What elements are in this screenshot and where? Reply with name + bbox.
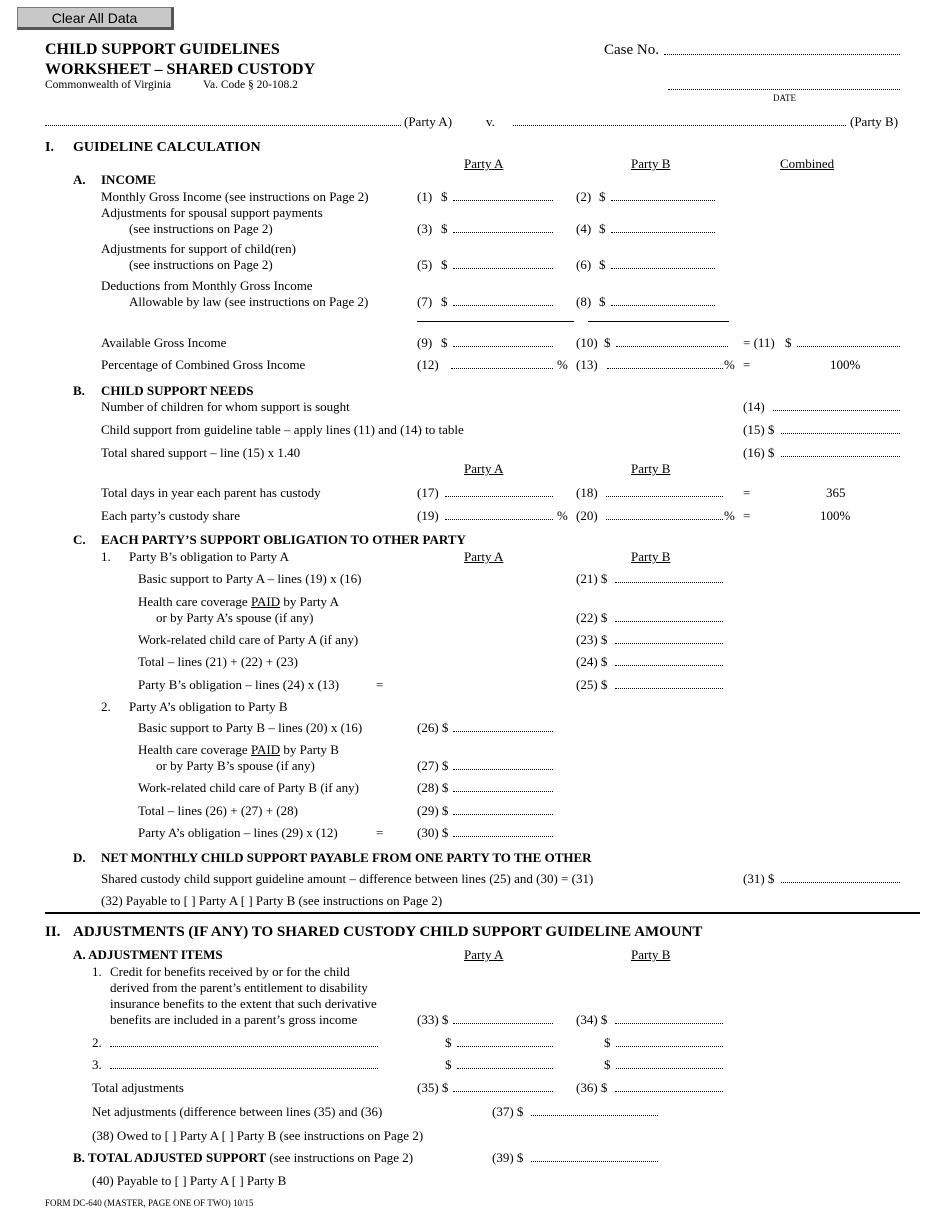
subsection-1-title: Party B’s obligation to Party A xyxy=(129,549,289,564)
column-party-a: Party A xyxy=(464,947,504,962)
line-33-number: (33) $ xyxy=(417,1012,449,1027)
line-26-input[interactable] xyxy=(453,718,557,733)
line-24-label: Total – lines (21) + (22) + (23) xyxy=(138,654,298,669)
statute-code: Va. Code § 20-108.2 xyxy=(203,79,298,91)
line-25-input[interactable] xyxy=(615,675,727,690)
line-38: (38) Owed to [ ] Party A [ ] Party B (see instructions on Page 2) xyxy=(92,1128,424,1143)
case-number-input[interactable] xyxy=(664,41,904,56)
line-31-input[interactable] xyxy=(781,869,904,884)
dollar-sign: $ xyxy=(445,1057,452,1072)
section-2-number: II. xyxy=(45,924,61,940)
line-22-input[interactable] xyxy=(615,608,727,623)
line-27-number: (27) $ xyxy=(417,758,449,773)
line-28-input[interactable] xyxy=(453,778,557,793)
line-8-number: (8) xyxy=(576,294,592,309)
line-13-number: (13) xyxy=(576,357,598,372)
column-party-b: Party B xyxy=(631,549,671,564)
item-2-number: 2. xyxy=(92,1035,102,1050)
line-22-label-cont: or by Party A’s spouse (if any) xyxy=(156,610,314,625)
section-d-letter: D. xyxy=(73,850,86,865)
section-c-title: EACH PARTY’S SUPPORT OBLIGATION TO OTHER PARTY xyxy=(101,532,466,547)
line-6-input[interactable] xyxy=(611,255,719,270)
line-1-number: (1) xyxy=(417,189,433,204)
line-3-input[interactable] xyxy=(453,219,557,234)
line-5-input[interactable] xyxy=(453,255,557,270)
line-39-input[interactable] xyxy=(531,1148,662,1163)
line-34-input[interactable] xyxy=(615,1010,727,1025)
percent-sign: % xyxy=(724,357,735,372)
adjustment-items-title: A. ADJUSTMENT ITEMS xyxy=(73,947,223,962)
item-1-number: 1. xyxy=(92,964,102,979)
line-13-input[interactable] xyxy=(607,355,727,370)
item-3-number: 3. xyxy=(92,1057,102,1072)
total-days: 365 xyxy=(826,485,846,500)
line-1-label: Monthly Gross Income (see instructions on Page 2) xyxy=(101,189,369,204)
form-title-line2: WORKSHEET – SHARED CUSTODY xyxy=(45,61,316,78)
line-30-label: Party A’s obligation – lines (29) x (12) xyxy=(138,825,338,840)
line-10-number: (10) xyxy=(576,335,598,350)
line-9-label: Available Gross Income xyxy=(101,335,227,350)
subsection-1-number: 1. xyxy=(101,549,111,564)
percent-sign: % xyxy=(724,508,735,523)
dollar-sign: $ xyxy=(441,189,448,204)
line-29-input[interactable] xyxy=(453,801,557,816)
clear-all-data-button[interactable]: Clear All Data xyxy=(17,7,174,30)
line-3-number: (3) xyxy=(417,221,433,236)
payable-party-b-checkbox[interactable]: [ ] xyxy=(240,893,253,908)
line-12-label: Percentage of Combined Gross Income xyxy=(101,357,306,372)
dollar-sign: $ xyxy=(599,294,606,309)
line-17-number: (17) xyxy=(417,485,439,500)
column-party-a: Party A xyxy=(464,156,504,171)
payable-final-party-a-checkbox[interactable]: [ ] xyxy=(174,1173,187,1188)
line-21-number: (21) $ xyxy=(576,571,608,586)
line-36-number: (36) $ xyxy=(576,1080,608,1095)
section-c-letter: C. xyxy=(73,532,86,547)
line-34-number: (34) $ xyxy=(576,1012,608,1027)
line-7-label-cont: Allowable by law (see instructions on Page 2) xyxy=(129,294,369,309)
line-8-input[interactable] xyxy=(611,292,719,307)
line-5-label-cont: (see instructions on Page 2) xyxy=(129,257,273,272)
line-40: (40) Payable to [ ] Party A [ ] Party B xyxy=(92,1173,287,1188)
versus-label: v. xyxy=(486,114,495,129)
owed-party-a-checkbox[interactable]: [ ] xyxy=(164,1128,177,1143)
line-22-label: Health care coverage PAID by Party A xyxy=(138,594,339,609)
line-28-number: (28) $ xyxy=(417,780,449,795)
line-28-label: Work-related child care of Party B (if any) xyxy=(138,780,359,795)
line-31-number: (31) $ xyxy=(743,871,775,886)
line-11-number: = (11) xyxy=(743,335,775,350)
section-b-letter: B. xyxy=(73,383,85,398)
line-24-input[interactable] xyxy=(615,652,727,667)
line-2-input[interactable] xyxy=(611,187,719,202)
line-15-number: (15) $ xyxy=(743,422,775,437)
line-5-label: Adjustments for support of child(ren) xyxy=(101,241,296,256)
line-19-label: Each party’s custody share xyxy=(101,508,240,523)
line-4-number: (4) xyxy=(576,221,592,236)
line-10-input[interactable] xyxy=(616,333,732,348)
jurisdiction: Commonwealth of Virginia xyxy=(45,79,172,91)
item-2-party-a-input[interactable] xyxy=(457,1033,557,1048)
line-14-input[interactable] xyxy=(773,397,904,412)
line-26-label: Basic support to Party B – lines (20) x (16) xyxy=(138,720,363,735)
dollar-sign: $ xyxy=(599,257,606,272)
equals-sign: = xyxy=(743,357,751,372)
dollar-sign: $ xyxy=(445,1035,452,1050)
line-9-input[interactable] xyxy=(453,333,557,348)
item-2-party-b-input[interactable] xyxy=(616,1033,727,1048)
line-18-number: (18) xyxy=(576,485,598,500)
line-36-input[interactable] xyxy=(615,1078,727,1093)
line-35-input[interactable] xyxy=(453,1078,557,1093)
form-footer: FORM DC-640 (MASTER, PAGE ONE OF TWO) 10/15 xyxy=(45,1198,254,1208)
column-party-a: Party A xyxy=(464,549,504,564)
line-33-input[interactable] xyxy=(453,1010,557,1025)
party-a-name-input[interactable] xyxy=(45,112,405,127)
line-27-label: Health care coverage PAID by Party B xyxy=(138,742,339,757)
line-31-label: Shared custody child support guideline amount – difference between lines (25) and (30) = (31) xyxy=(101,871,594,886)
line-18-input[interactable] xyxy=(606,483,727,498)
line-22-number: (22) $ xyxy=(576,610,608,625)
line-6-number: (6) xyxy=(576,257,592,272)
line-20-number: (20) xyxy=(576,508,598,523)
combined-percent: 100% xyxy=(830,357,861,372)
line-19-number: (19) xyxy=(417,508,439,523)
section-divider xyxy=(45,912,920,914)
case-number-label: Case No. xyxy=(604,42,659,58)
party-a-label: (Party A) xyxy=(404,114,453,129)
line-30-input[interactable] xyxy=(453,823,557,838)
subtotal-rule-b xyxy=(588,321,729,322)
line-15-input[interactable] xyxy=(781,420,904,435)
line-21-input[interactable] xyxy=(615,569,727,584)
line-4-input[interactable] xyxy=(611,219,719,234)
party-b-name-input[interactable] xyxy=(513,112,850,127)
section-a-title: INCOME xyxy=(101,172,156,187)
section-b-title: CHILD SUPPORT NEEDS xyxy=(101,383,254,398)
line-14-label: Number of children for whom support is sought xyxy=(101,399,350,414)
form-title-line1: CHILD SUPPORT GUIDELINES xyxy=(45,41,280,58)
line-29-label: Total – lines (26) + (27) + (28) xyxy=(138,803,298,818)
total-share: 100% xyxy=(820,508,851,523)
line-17-input[interactable] xyxy=(445,483,557,498)
line-16-input[interactable] xyxy=(781,443,904,458)
line-27-label-cont: or by Party B’s spouse (if any) xyxy=(156,758,315,773)
line-9-number: (9) xyxy=(417,335,433,350)
line-32: (32) Payable to [ ] Party A [ ] Party B (see instructions on Page 2) xyxy=(101,893,443,908)
subsection-2-title: Party A’s obligation to Party B xyxy=(129,699,288,714)
percent-sign: % xyxy=(557,357,568,372)
line-1-input[interactable] xyxy=(453,187,557,202)
line-35-number: (35) $ xyxy=(417,1080,449,1095)
section-a-letter: A. xyxy=(73,172,86,187)
column-party-b: Party B xyxy=(631,461,671,476)
item-1-line3: insurance benefits to the extent that such derivative xyxy=(110,996,377,1011)
line-21-label: Basic support to Party A – lines (19) x (16) xyxy=(138,571,362,586)
date-label: DATE xyxy=(773,93,796,103)
item-1-line4: benefits are included in a parent’s gross income xyxy=(110,1012,358,1027)
dollar-sign: $ xyxy=(604,335,611,350)
equals-sign: = xyxy=(376,677,384,692)
total-adjusted-support-label: B. TOTAL ADJUSTED SUPPORT (see instructions on Page 2) xyxy=(73,1150,414,1165)
line-16-number: (16) $ xyxy=(743,445,775,460)
dollar-sign: $ xyxy=(599,189,606,204)
item-3-description-input[interactable] xyxy=(110,1055,382,1070)
dollar-sign: $ xyxy=(785,335,792,350)
line-25-number: (25) $ xyxy=(576,677,608,692)
dollar-sign: $ xyxy=(604,1057,611,1072)
party-b-label: (Party B) xyxy=(850,114,899,129)
dollar-sign: $ xyxy=(441,335,448,350)
line-25-label: Party B’s obligation – lines (24) x (13) xyxy=(138,677,340,692)
line-20-input[interactable] xyxy=(606,506,727,521)
dollar-sign: $ xyxy=(441,221,448,236)
dollar-sign: $ xyxy=(441,257,448,272)
payable-party-a-checkbox[interactable]: [ ] xyxy=(183,893,196,908)
line-7-input[interactable] xyxy=(453,292,557,307)
line-29-number: (29) $ xyxy=(417,803,449,818)
section-1-number: I. xyxy=(45,140,54,155)
section-1-title: GUIDELINE CALCULATION xyxy=(73,140,261,155)
column-combined: Combined xyxy=(780,156,835,171)
line-7-label: Deductions from Monthly Gross Income xyxy=(101,278,313,293)
net-adjustments-label: Net adjustments (difference between lines (35) and (36) xyxy=(92,1104,383,1119)
column-party-a: Party A xyxy=(464,461,504,476)
line-23-input[interactable] xyxy=(615,630,727,645)
line-27-input[interactable] xyxy=(453,756,557,771)
item-3-party-a-input[interactable] xyxy=(457,1055,557,1070)
line-15-label: Child support from guideline table – apply lines (11) and (14) to table xyxy=(101,422,464,437)
line-14-number: (14) xyxy=(743,399,765,414)
section-2-title: ADJUSTMENTS (IF ANY) TO SHARED CUSTODY CHILD SUPPORT GUIDELINE AMOUNT xyxy=(73,924,703,940)
line-37-input[interactable] xyxy=(531,1102,662,1117)
line-12-number: (12) xyxy=(417,357,439,372)
item-1-line2: derived from the parent’s entitlement to disability xyxy=(110,980,368,995)
equals-sign: = xyxy=(376,825,384,840)
equals-sign: = xyxy=(743,485,751,500)
section-d-title: NET MONTHLY CHILD SUPPORT PAYABLE FROM ONE PARTY TO THE OTHER xyxy=(101,850,592,865)
column-party-b: Party B xyxy=(631,947,671,962)
payable-final-party-b-checkbox[interactable]: [ ] xyxy=(231,1173,244,1188)
subsection-2-number: 2. xyxy=(101,699,111,714)
equals-sign: = xyxy=(743,508,751,523)
line-3-label-cont: (see instructions on Page 2) xyxy=(129,221,273,236)
line-2-number: (2) xyxy=(576,189,592,204)
line-23-label: Work-related child care of Party A (if any) xyxy=(138,632,359,647)
line-24-number: (24) $ xyxy=(576,654,608,669)
dollar-sign: $ xyxy=(604,1035,611,1050)
line-12-input[interactable] xyxy=(451,355,557,370)
line-16-label: Total shared support – line (15) x 1.40 xyxy=(101,445,301,460)
line-30-number: (30) $ xyxy=(417,825,449,840)
line-39-number: (39) $ xyxy=(492,1150,524,1165)
column-party-b: Party B xyxy=(631,156,671,171)
line-37-number: (37) $ xyxy=(492,1104,524,1119)
line-11-input[interactable] xyxy=(797,333,904,348)
owed-party-b-checkbox[interactable]: [ ] xyxy=(221,1128,234,1143)
item-1-line1: Credit for benefits received by or for the child xyxy=(110,964,350,979)
line-17-label: Total days in year each parent has custody xyxy=(101,485,321,500)
line-23-number: (23) $ xyxy=(576,632,608,647)
line-19-input[interactable] xyxy=(445,506,557,521)
line-7-number: (7) xyxy=(417,294,433,309)
line-26-number: (26) $ xyxy=(417,720,449,735)
line-5-number: (5) xyxy=(417,257,433,272)
item-2-description-input[interactable] xyxy=(110,1033,382,1048)
percent-sign: % xyxy=(557,508,568,523)
item-3-party-b-input[interactable] xyxy=(616,1055,727,1070)
date-input[interactable] xyxy=(668,76,904,91)
subtotal-rule-a xyxy=(417,321,574,322)
dollar-sign: $ xyxy=(441,294,448,309)
dollar-sign: $ xyxy=(599,221,606,236)
total-adjustments-label: Total adjustments xyxy=(92,1080,184,1095)
line-3-label: Adjustments for spousal support payments xyxy=(101,205,323,220)
